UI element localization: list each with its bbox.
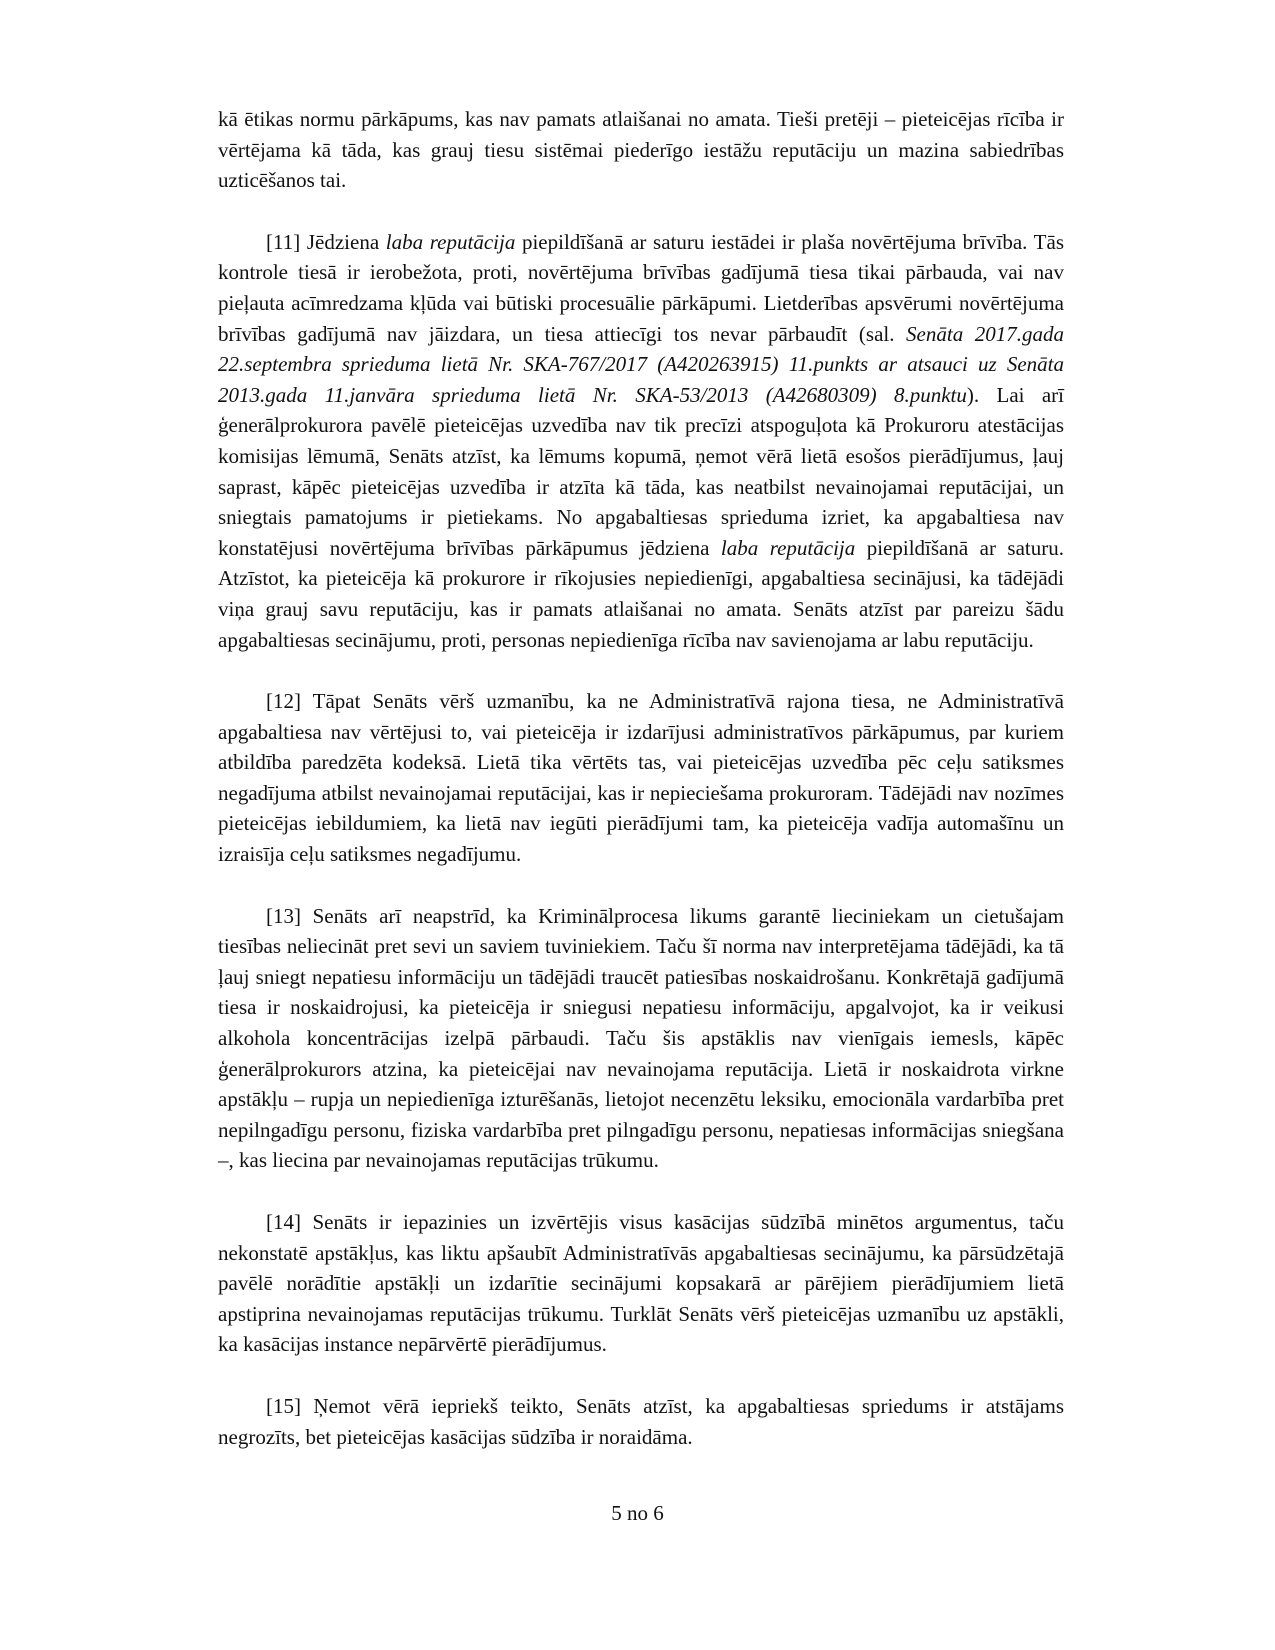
paragraph-12 (218, 686, 1064, 870)
italic-term: laba reputācija (720, 535, 856, 560)
italic-term: laba reputācija (385, 229, 516, 254)
page-number: 5 no 6 (611, 1501, 664, 1525)
text-segment: piepildīšanā ar saturu. Atzīstot, ka pieteicēja kā prokurore ir rīkojusies nepiedienīgi, apgabaltiesa secinājusi, ka tādējādi viņa grauj savu reputāciju, kas ir pamats atlaišanai no amata. Senāts atzīst par pareizu šādu apgabaltiesas secinājumu, proti, personas nepiedienīga rīcība nav savienojama ar labu reputāciju. (218, 535, 1064, 652)
case-citation: Senāta 2017.gada 22.septembra sprieduma lietā Nr. SKA-767/2017 (A420263915) 11.punkts ar atsauci uz Senāta 2013.gada 11.janvāra sprieduma lietā Nr. SKA-53/2013 (A42680309) 8.punktu (218, 321, 1065, 407)
paragraph-14 (218, 1207, 1064, 1360)
text-segment: ). Lai arī ģenerālprokurora pavēlē pieteicējas uzvedība nav tik precīzi atspoguļota kā Prokuroru atestācijas komisijas lēmumā, Senāts atzīst, ka lēmums kopumā, ņemot vērā lietā esošos pierādījumus, ļauj saprast, kāpēc pieteicējas uzvedība ir atzīta kā tāda, kas neatbilst nevainojamai reputācijai, un sniegtais pamatojums ir pietiekams. No apgabaltiesas sprieduma izriet, ka apgabaltiesa nav konstatējusi novērtējuma brīvības pārkāpumus jēdziena (218, 382, 1064, 560)
paragraph-15 (218, 1391, 1064, 1452)
text-segment: [12] Tāpat Senāts vērš uzmanību, ka ne Administratīvā rajona tiesa, ne Administratīvā apgabaltiesa nav vērtējusi to, vai pieteicēja ir izdarījusi administratīvos pārkāpumus, par kuriem atbildība paredzēta kodeksā. Lietā tika vērtēts tas, vai pieteicējas uzvedība pēc ceļu satiksmes negadījuma atbilst nevainojamai reputācijai, kas ir nepieciešama prokuroram. Tādējādi nav nozīmes pieteicējas iebildumiem, ka lietā nav iegūti pierādījumi tam, ka pieteicēja vadīja automašīnu un izraisīja ceļu satiksmes negadījumu. (218, 689, 1064, 867)
paragraph-11 (218, 227, 1064, 655)
text-segment: [13] Senāts arī neapstrīd, ka Kriminālprocesa likums garantē lieciniekam un cietušajam tiesības neliecināt pret sevi un saviem tuviniekiem. Taču šī norma nav interpretējama tādējādi, ka tā ļauj sniegt nepatiesu informāciju un tādējādi traucēt patiesības noskaidrošanu. Konkrētajā gadījumā tiesa ir noskaidrojusi, ka pieteicēja ir sniegusi nepatiesu informāciju, apgalvojot, ka ir veikusi alkohola koncentrācijas izelpā pārbaudi. Taču šis apstāklis nav vienīgais iemesls, kāpēc ģenerālprokurors atzina, ka pieteicējai nav nevainojama reputācija. Lietā ir noskaidrota virkne apstākļu – rupja un nepiedienīga izturēšanās, lietojot necenzētu leksiku, emocionāla vardarbība pret nepilngadīgu personu, fiziska vardarbība pret pilngadīgu personu, nepatiesas informācijas sniegšana –, kas liecina par nevainojamas reputācijas trūkumu. (218, 903, 1064, 1173)
paragraph-continuation (218, 104, 1064, 196)
text-segment: [14] Senāts ir iepazinies un izvērtējis visus kasācijas sūdzībā minētos argumentus, taču nekonstatē apstākļus, kas liktu apšaubīt Administratīvās apgabaltiesas secinājumu, ka pārsūdzētajā pavēlē norādītie apstākļi un izdarītie secinājumi kopsakarā ar pārējiem pierādījumiem lietā apstiprina nevainojamas reputācijas trūkumu. Turklāt Senāts vērš pieteicējas uzmanību uz apstākli, ka kasācijas instance nepārvērtē pierādījumus. (218, 1210, 1064, 1357)
text-segment: piepildīšanā ar saturu iestādei ir plaša novērtējuma brīvība. Tās kontrole tiesā ir ierobežota, proti, novērtējuma brīvības gadījumā tiesa tikai pārbauda, vai nav pieļauta acīmredzama kļūda vai būtiski procesuālie pārkāpumi. Lietderības apsvērumi novērtējuma brīvības gadījumā nav jāizdara, un tiesa attiecīgi tos nevar pārbaudīt (sal. (218, 229, 1065, 346)
paragraph-13 (218, 901, 1064, 1176)
text-segment: [15] Ņemot vērā iepriekš teikto, Senāts atzīst, ka apgabaltiesas spriedums ir atstājams negrozīts, bet pieteicējas kasācijas sūdzība ir noraidāma. (218, 1393, 1064, 1449)
text-segment: [11] Jēdziena (266, 229, 386, 254)
text-segment: kā ētikas normu pārkāpums, kas nav pamats atlaišanai no amata. Tieši pretēji – pieteicējas rīcība ir vērtējama kā tāda, kas grauj tiesu sistēmai piederīgo iestāžu reputāciju un mazina sabiedrības uzticēšanos tai. (218, 107, 1064, 193)
